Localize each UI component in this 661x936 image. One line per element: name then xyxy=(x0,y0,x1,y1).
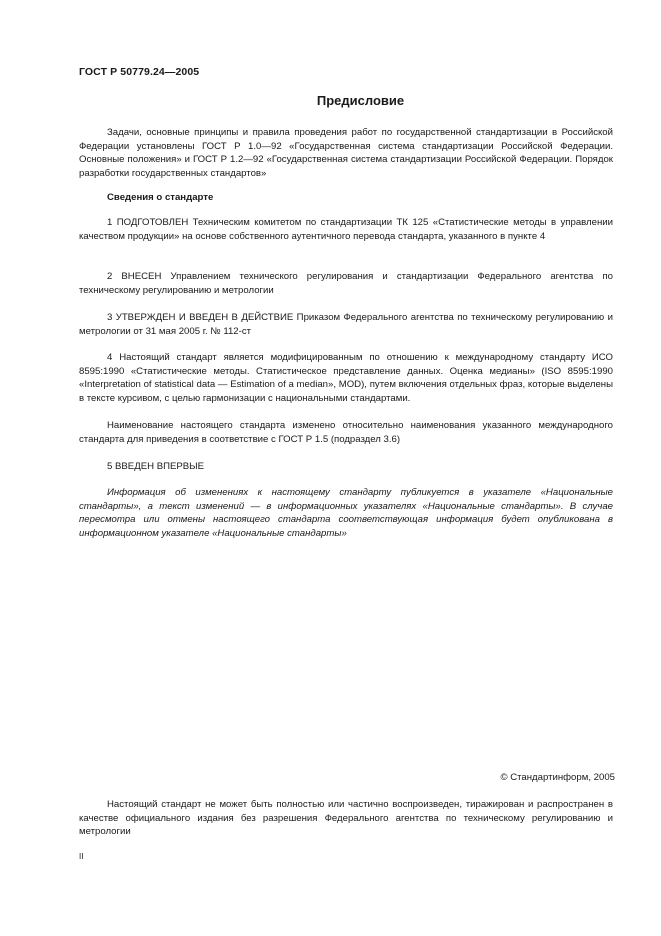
page-number: II xyxy=(79,852,84,861)
document-code: ГОСТ Р 50779.24—2005 xyxy=(79,66,200,78)
info-heading: Сведения о стандарте xyxy=(107,192,214,203)
item-3-paragraph: 3 УТВЕРЖДЕН И ВВЕДЕН В ДЕЙСТВИЕ Приказом Федерального агентства по техническому регулированию и метрологии от 31 мая 2005 г. № 112-ст xyxy=(79,312,613,337)
item-4-name-note: Наименование настоящего стандарта изменено относительно наименования указанного международного стандарта для приведения в соответствие с ГОСТ Р 1.5 (подраздел 3.6) xyxy=(79,420,613,445)
item-5-paragraph: 5 ВВЕДЕН ВПЕРВЫЕ xyxy=(107,461,205,472)
item-4-paragraph: 4 Настоящий стандарт является модифицированным по отношению к международному стандарту ИСО 8595:1990 «Статистические методы. Статистическое представление данных. Оценка медианы» (ISO 8595:1990 «Interpretation of statistical data — Estimation of a median», MOD), путем включения отдельных фраз, которые выделены в тексте курсивом, с целью гармонизации с национальными стандартами. xyxy=(79,352,613,404)
copyright-line: © Стандартинформ, 2005 xyxy=(500,772,615,783)
item-1-paragraph: 1 ПОДГОТОВЛЕН Техническим комитетом по стандартизации ТК 125 «Статистические методы в управлении качеством продукции» на основе собственного аутентичного перевода стандарта, указанного в пункте 4 xyxy=(79,217,613,242)
item-2-paragraph: 2 ВНЕСЕН Управлением технического регулирования и стандартизации Федерального агентства по техническому регулированию и метрологии xyxy=(79,271,613,296)
changes-notice-paragraph: Информация об изменениях к настоящему стандарту публикуется в указателе «Национальные стандарты», а текст изменений — в информационных указателях «Национальные стандарты». В случае пересмотра или отмены настоящего стандарта соответствующая информация будет опубликована в информационном указателе «Национальные стандарты» xyxy=(79,487,613,539)
reproduction-notice: Настоящий стандарт не может быть полностью или частично воспроизведен, тиражирован и распространен в качестве официального издания без разрешения Федерального агентства по техническому регулированию и метрологии xyxy=(79,799,613,837)
page-title: Предисловие xyxy=(316,93,405,108)
intro-paragraph: Задачи, основные принципы и правила проведения работ по государственной стандартизации в Российской Федерации установлены ГОСТ Р 1.0—92 «Государственная система стандартизации Российской Федерации. Основные положения» и ГОСТ Р 1.2—92 «Государственная система стандартизации Российской Федерации. Порядок разработки государственных стандартов» xyxy=(79,127,613,179)
